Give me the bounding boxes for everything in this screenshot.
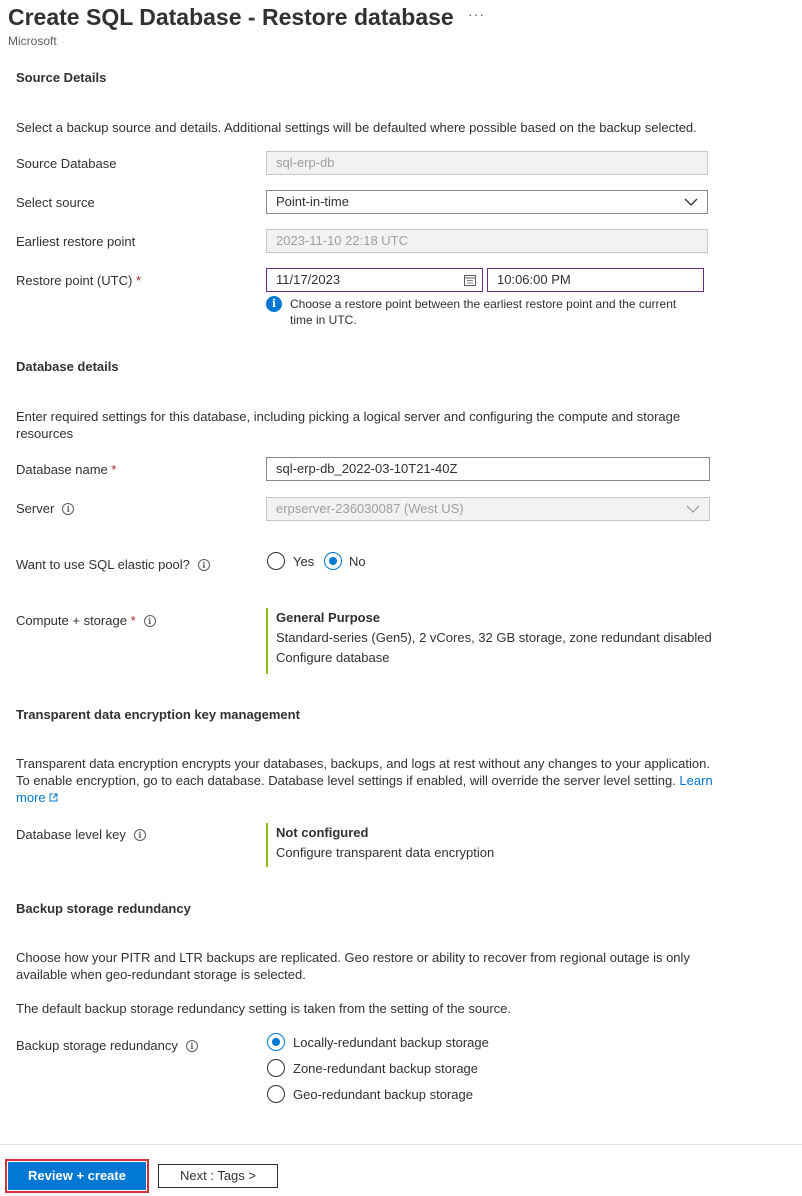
next-tags-button[interactable]: Next : Tags > xyxy=(158,1164,278,1188)
learn-more-link[interactable]: Learn more xyxy=(16,773,713,805)
page-subtitle: Microsoft xyxy=(8,34,57,48)
backup-description: Choose how your PITR and LTR backups are replicated. Geo restore or ability to recover from regional outage is only available when geo-redundant storage is selected. xyxy=(16,950,690,982)
source-details-heading: Source Details xyxy=(16,70,107,85)
compute-storage-card xyxy=(266,608,712,674)
database-name-label: Database name * xyxy=(16,462,117,477)
source-details-description: Select a backup source and details. Additional settings will be defaulted where possible based on the backup selected. xyxy=(16,120,697,135)
earliest-restore-field: 2023-11-10 22:18 UTC xyxy=(266,229,708,253)
required-asterisk: * xyxy=(135,273,141,288)
select-source-label: Select source xyxy=(16,195,95,210)
required-asterisk: * xyxy=(111,462,117,477)
zone-redundant-label[interactable]: Zone-redundant backup storage xyxy=(293,1061,479,1076)
db-level-key-card xyxy=(266,823,494,867)
source-database-field: sql-erp-db xyxy=(266,151,708,175)
select-source-dropdown[interactable] xyxy=(266,190,708,214)
compute-tier: General Purpose xyxy=(276,610,381,625)
configure-database-link[interactable]: Configure database xyxy=(276,650,390,665)
restore-time-input[interactable]: 10:06:00 PM xyxy=(487,268,704,292)
elastic-no-radio[interactable] xyxy=(324,552,342,570)
info-icon[interactable]: i xyxy=(134,829,146,841)
locally-redundant-label[interactable]: Locally-redundant backup storage xyxy=(293,1035,489,1050)
elastic-yes-label[interactable]: Yes xyxy=(293,554,315,569)
server-dropdown xyxy=(266,497,710,521)
elastic-pool-label: Want to use SQL elastic pool? i xyxy=(16,557,210,572)
tde-description: Transparent data encryption encrypts your databases, backups, and logs at rest without any changes to your application. To enable encryption, go to each database. Database level settings if enabled, will override the server level setting. Learn more xyxy=(16,756,713,805)
configure-tde-link[interactable]: Configure transparent data encryption xyxy=(276,845,495,860)
database-name-input[interactable]: sql-erp-db_2022-03-10T21-40Z xyxy=(266,457,710,481)
compute-detail: Standard-series (Gen5), 2 vCores, 32 GB storage, zone redundant disabled xyxy=(276,630,712,645)
chevron-down-icon xyxy=(684,197,698,207)
restore-date-input[interactable] xyxy=(266,268,483,292)
info-icon[interactable]: i xyxy=(186,1040,198,1052)
tde-heading: Transparent data encryption key management xyxy=(16,707,300,722)
elastic-no-label[interactable]: No xyxy=(349,554,366,569)
restore-point-hint: Choose a restore point between the earliest restore point and the current time in UTC. xyxy=(290,297,677,327)
zone-redundant-radio[interactable] xyxy=(267,1059,285,1077)
page-title: Create SQL Database - Restore database xyxy=(8,4,454,30)
db-level-key-label: Database level key i xyxy=(16,827,146,842)
backup-redundancy-label: Backup storage redundancy i xyxy=(16,1038,198,1053)
select-source-value: Point-in-time xyxy=(276,194,349,209)
locally-redundant-radio[interactable] xyxy=(267,1033,285,1051)
database-details-heading: Database details xyxy=(16,359,119,374)
info-icon[interactable]: i xyxy=(62,503,74,515)
server-label: Server i xyxy=(16,501,74,516)
external-link-icon xyxy=(49,793,58,802)
source-database-label: Source Database xyxy=(16,156,117,171)
info-icon: i xyxy=(266,296,282,312)
restore-point-label: Restore point (UTC) * xyxy=(16,273,141,288)
geo-redundant-label[interactable]: Geo-redundant backup storage xyxy=(293,1087,473,1102)
restore-date-value: 11/17/2023 xyxy=(276,272,341,287)
review-create-button[interactable]: Review + create xyxy=(8,1162,146,1190)
chevron-down-icon xyxy=(686,504,700,514)
database-details-description: Enter required settings for this database, including picking a logical server and configuring the compute and storage resources xyxy=(16,409,681,441)
required-asterisk: * xyxy=(130,613,136,628)
info-icon[interactable]: i xyxy=(198,559,210,571)
geo-redundant-radio[interactable] xyxy=(267,1085,285,1103)
backup-note: The default backup storage redundancy setting is taken from the setting of the source. xyxy=(16,1001,512,1016)
elastic-yes-radio[interactable] xyxy=(267,552,285,570)
server-value: erpserver-236030087 (West US) xyxy=(276,501,464,516)
more-options-button[interactable]: ··· xyxy=(468,6,485,22)
earliest-restore-label: Earliest restore point xyxy=(16,234,136,249)
backup-heading: Backup storage redundancy xyxy=(16,901,191,916)
info-icon[interactable]: i xyxy=(144,615,156,627)
db-key-status: Not configured xyxy=(276,825,369,840)
footer-divider xyxy=(0,1144,802,1145)
calendar-icon[interactable] xyxy=(464,274,476,286)
compute-storage-label: Compute + storage * i xyxy=(16,613,156,628)
